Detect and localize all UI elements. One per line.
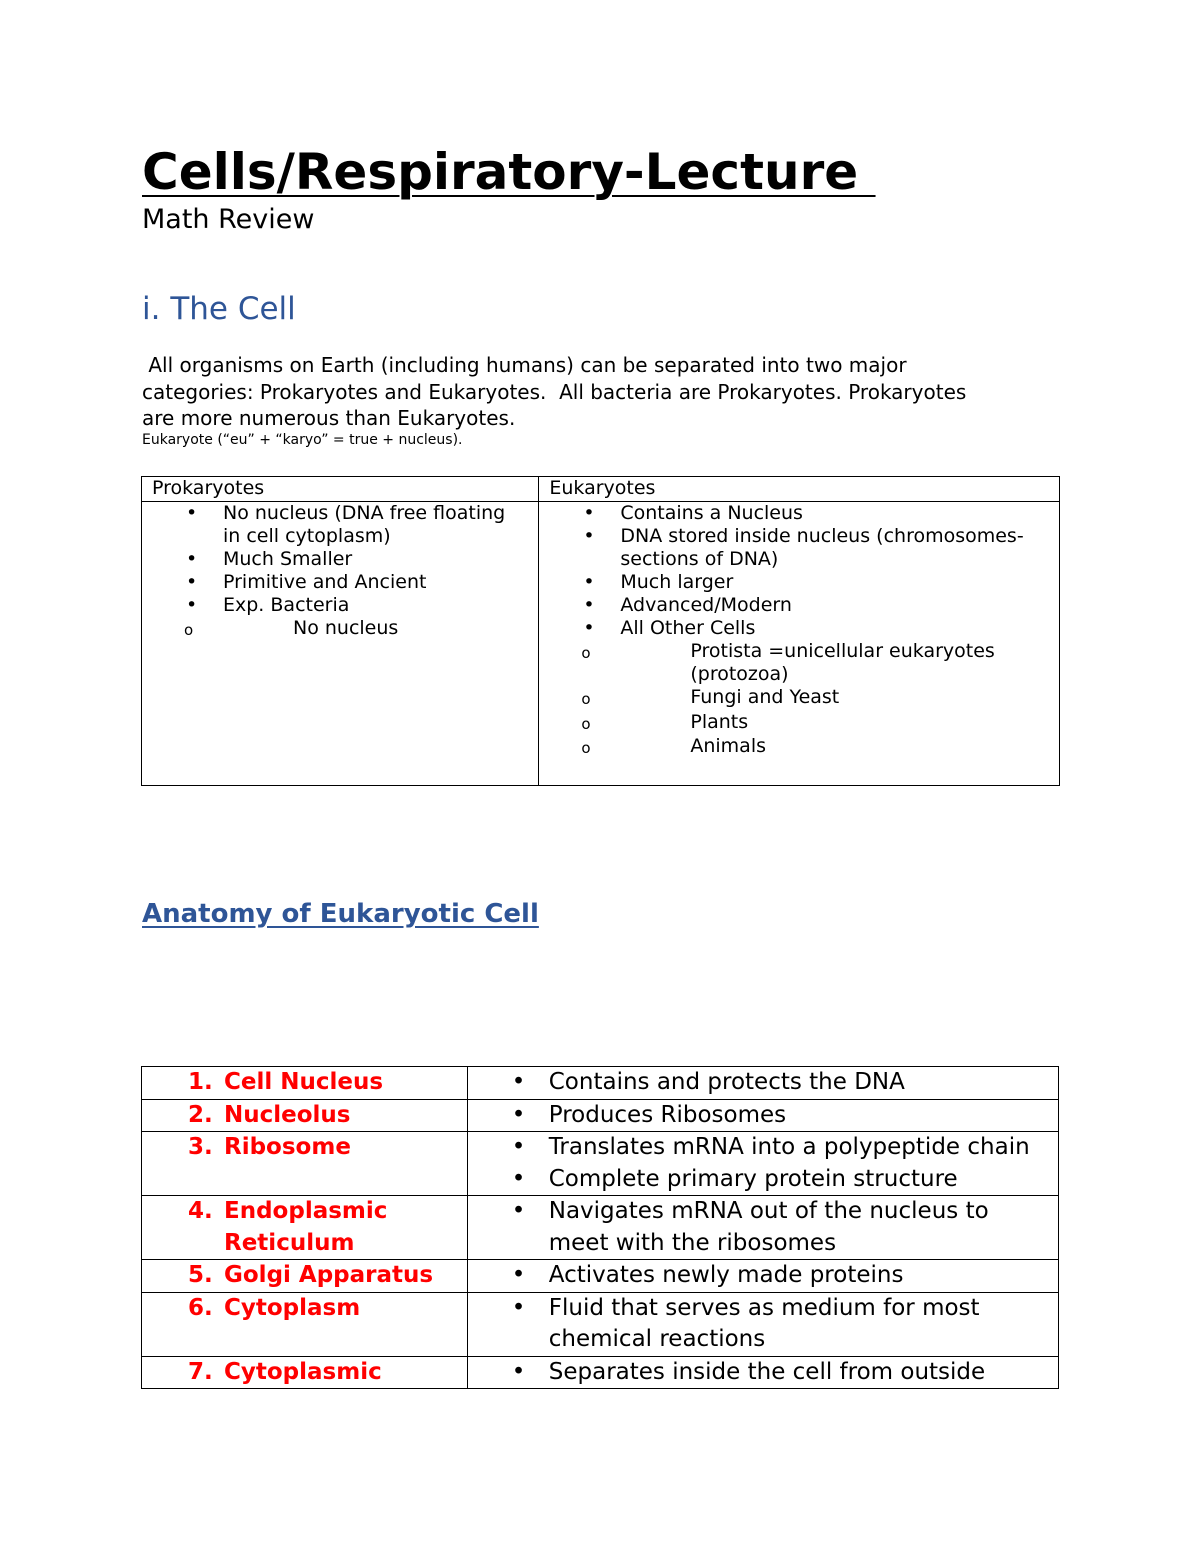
description-text: Navigates mRNA out of the nucleus to meet with the ribosomes xyxy=(548,1198,989,1256)
list-item xyxy=(468,1196,1058,1259)
list-item-text: Exp. Bacteria xyxy=(223,594,350,616)
organelle-name xyxy=(142,1132,468,1196)
organelle-number: 5. xyxy=(188,1262,213,1288)
organelle-label: Cell Nucleus xyxy=(224,1069,384,1095)
table-row xyxy=(142,1196,1059,1260)
organelle-label: Nucleolus xyxy=(224,1101,351,1128)
table-row xyxy=(142,1132,1059,1196)
organelle-description xyxy=(467,1132,1058,1196)
description-text: Separates inside the cell from outside xyxy=(548,1358,986,1385)
intro-paragraph xyxy=(142,352,1062,432)
list-item xyxy=(539,617,1059,758)
section-heading-the-cell: i. The Cell xyxy=(142,291,296,327)
eukaryote-etymology-note: Eukaryote (“eu” + “karyo” = true + nucleus). xyxy=(142,432,463,448)
organelle-label: Endoplasmic xyxy=(224,1198,388,1224)
table-row xyxy=(142,1099,1059,1132)
list-item xyxy=(539,502,1059,525)
sub-list-item-text: Plants xyxy=(690,711,749,733)
sub-list-item xyxy=(142,617,538,640)
organelle-name xyxy=(142,1260,468,1293)
section-heading-anatomy: Anatomy of Eukaryotic Cell xyxy=(142,899,539,929)
list-item xyxy=(142,594,538,640)
organelle-label-continued: Reticulum xyxy=(224,1229,355,1256)
description-text: Activates newly made proteins xyxy=(548,1262,904,1288)
organelle-number: 6. xyxy=(188,1294,213,1321)
organelle-description xyxy=(467,1099,1058,1132)
prokaryotes-sublist xyxy=(142,617,538,640)
intro-line: categories: Prokaryotes and Eukaryotes. All bacteria are Prokaryotes. Prokaryotes xyxy=(142,379,967,404)
description-text: Fluid that serves as medium for most chemical reactions xyxy=(548,1294,980,1352)
organelle-table xyxy=(141,1066,1059,1389)
list-item xyxy=(539,525,1050,571)
organelle-description xyxy=(467,1067,1058,1100)
list-item-text: No nucleus (DNA free floating in cell cytoplasm) xyxy=(223,502,506,547)
list-item xyxy=(142,502,523,548)
list-item xyxy=(468,1100,1058,1132)
organelle-description xyxy=(467,1260,1058,1293)
prokaryotes-list xyxy=(142,502,538,640)
organelle-name xyxy=(142,1067,468,1100)
table-row xyxy=(142,1292,1059,1356)
organelle-name xyxy=(142,1356,468,1389)
list-item xyxy=(142,571,538,594)
list-item-text: Much larger xyxy=(620,571,734,593)
organelle-number: 4. xyxy=(188,1198,213,1224)
list-item xyxy=(468,1357,1058,1389)
organelle-number: 3. xyxy=(188,1134,213,1160)
organelle-description xyxy=(467,1292,1058,1356)
organelle-description xyxy=(467,1356,1058,1389)
list-item-text: Contains a Nucleus xyxy=(620,502,803,524)
sub-list-item-text: No nucleus xyxy=(293,617,399,639)
list-item xyxy=(539,594,1059,617)
organelle-number: 1. xyxy=(188,1069,213,1095)
table-row xyxy=(142,1356,1059,1389)
prokaryote-eukaryote-table xyxy=(141,476,1060,786)
list-item-text: All Other Cells xyxy=(620,617,756,639)
eukaryotes-cell xyxy=(539,502,1060,786)
organelle-label: Cytoplasmic xyxy=(224,1358,382,1385)
sub-list-item-text: Protista =unicellular eukaryotes (protozoa) xyxy=(690,640,995,685)
list-item xyxy=(468,1067,1058,1099)
list-item xyxy=(468,1132,1058,1164)
list-item xyxy=(468,1293,1058,1356)
sub-list-item xyxy=(539,686,1059,709)
list-item-text: Advanced/Modern xyxy=(620,594,792,616)
organelle-name xyxy=(142,1196,468,1260)
organelle-number: 2. xyxy=(188,1101,213,1128)
organelle-label: Cytoplasm xyxy=(224,1294,361,1321)
list-item xyxy=(539,571,1059,594)
list-item xyxy=(468,1260,1058,1292)
organelle-description xyxy=(467,1196,1058,1260)
organelle-label: Golgi Apparatus xyxy=(224,1262,434,1288)
list-item-text: DNA stored inside nucleus (chromosomes- sections of DNA) xyxy=(620,525,1024,570)
organelle-name xyxy=(142,1099,468,1132)
sub-list-item xyxy=(539,711,1059,734)
description-text: Contains and protects the DNA xyxy=(548,1069,905,1095)
list-item xyxy=(142,548,538,571)
sub-list-item xyxy=(539,735,1059,758)
page-title: Cells/Respiratory-Lecture xyxy=(142,143,876,201)
table-header-prokaryotes: Prokaryotes xyxy=(142,477,539,502)
organelle-label: Ribosome xyxy=(224,1134,351,1160)
description-text: Produces Ribosomes xyxy=(548,1101,787,1128)
prokaryotes-cell xyxy=(142,502,539,786)
list-item-text: Primitive and Ancient xyxy=(223,571,427,593)
list-item xyxy=(468,1164,1058,1196)
organelle-name xyxy=(142,1292,468,1356)
eukaryotes-list xyxy=(539,502,1059,758)
table-row xyxy=(142,1067,1059,1100)
table-row xyxy=(142,1260,1059,1293)
table-header-eukaryotes: Eukaryotes xyxy=(539,477,1060,502)
sub-list-item xyxy=(539,640,1020,686)
intro-line: All organisms on Earth (including humans) can be separated into two major xyxy=(142,353,907,377)
description-text: Complete primary protein structure xyxy=(548,1165,958,1192)
list-item-text: Much Smaller xyxy=(223,548,353,570)
sub-list-item-text: Fungi and Yeast xyxy=(690,686,840,708)
organelle-number: 7. xyxy=(188,1358,213,1385)
sub-list-item-text: Animals xyxy=(690,735,767,757)
page-subtitle: Math Review xyxy=(142,204,315,235)
description-text: Translates mRNA into a polypeptide chain xyxy=(548,1134,1030,1160)
eukaryotes-sublist xyxy=(539,640,1059,758)
intro-line: are more numerous than Eukaryotes. xyxy=(142,406,516,430)
